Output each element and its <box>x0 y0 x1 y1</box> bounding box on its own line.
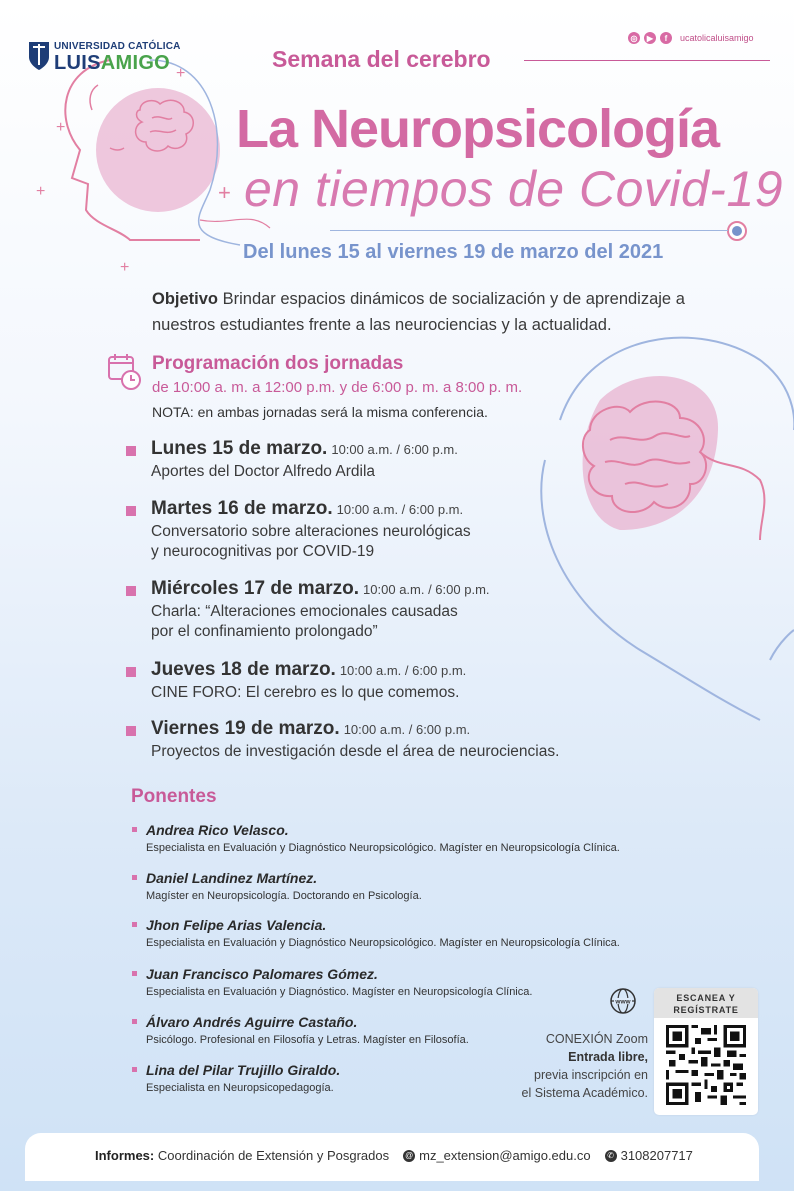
svg-text:+: + <box>120 259 130 276</box>
speaker-name: Jhon Felipe Arias Valencia. <box>146 917 327 933</box>
speaker-description: Magíster en Neuropsicología. Doctorando en Psicología. <box>146 890 422 902</box>
speaker-item <box>132 917 692 949</box>
calendar-clock-icon <box>107 352 143 392</box>
footer-email[interactable]: mz_extension@amigo.edu.co <box>419 1148 591 1163</box>
svg-text:+: + <box>36 183 46 200</box>
bullet-square <box>132 1019 137 1024</box>
svg-text:+: + <box>56 119 66 136</box>
footer-contact <box>95 1148 693 1163</box>
facebook-icon[interactable]: f <box>660 32 672 44</box>
connection-prereg: previa inscripción en <box>534 1068 648 1082</box>
objective-label: Objetivo <box>152 290 219 308</box>
day-description: CINE FORO: El cerebro es lo que comemos. <box>151 684 460 701</box>
speaker-item <box>132 870 692 902</box>
speaker-name: Andrea Rico Velasco. <box>146 822 289 838</box>
day-description: Aportes del Doctor Alfredo Ardila <box>151 463 376 480</box>
day-time: 10:00 a.m. / 6:00 p.m. <box>336 502 464 517</box>
day-name: Jueves 18 de marzo. <box>151 659 336 680</box>
qr-header-line1: ESCANEA Y <box>676 993 736 1003</box>
logo-brand-part-b: AMIGO <box>100 52 171 74</box>
globe-icon <box>609 987 637 1015</box>
schedule-day-tuesday <box>126 498 666 562</box>
svg-text:+: + <box>218 180 231 205</box>
event-kicker: Semana del cerebro <box>272 46 491 72</box>
event-dates: Del lunes 15 al viernes 19 de marzo del 2021 <box>243 241 664 263</box>
speaker-description: Especialista en Evaluación y Diagnóstico Neuropsicológico. Magíster en Neuropsicología Clínica. <box>146 937 620 949</box>
day-name: Lunes 15 de marzo. <box>151 438 328 459</box>
qr-code-icon[interactable] <box>666 1025 746 1105</box>
program-title: Programación dos jornadas <box>152 353 404 374</box>
bullet-square <box>132 827 137 832</box>
page-title: La Neuropsicología <box>236 99 720 159</box>
speaker-item <box>132 966 692 998</box>
speaker-description: Especialista en Evaluación y Diagnóstico Neuropsicológico. Magíster en Neuropsicología Clínica. <box>146 842 620 854</box>
logo-university-text: UNIVERSIDAD CATÓLICA <box>54 41 181 52</box>
svg-text:+: + <box>176 65 186 82</box>
speaker-item <box>132 822 692 854</box>
speaker-name: Álvaro Andrés Aguirre Castaño. <box>146 1014 358 1030</box>
bullet-square <box>126 506 136 516</box>
day-time: 10:00 a.m. / 6:00 p.m. <box>339 663 467 678</box>
qr-header <box>654 988 758 1018</box>
connection-platform: CONEXIÓN Zoom <box>545 1032 648 1046</box>
logo-brand-part-a: LUIS <box>54 52 101 74</box>
university-shield-icon <box>28 41 50 71</box>
program-note: NOTA: en ambas jornadas será la misma conferencia. <box>152 404 488 420</box>
connection-system: el Sistema Académico. <box>521 1086 648 1100</box>
speaker-description: Especialista en Evaluación y Diagnóstico. Magíster en Neuropsicología Clínica. <box>146 986 533 998</box>
social-handle[interactable]: ucatolicaluisamigo <box>680 33 754 43</box>
program-hours: de 10:00 a. m. a 12:00 p.m. y de 6:00 p. m. a 8:00 p. m. <box>152 379 523 396</box>
day-description: Charla: “Alteraciones emocionales causadas por el confinamiento prolongado” <box>151 603 458 640</box>
speaker-name: Lina del Pilar Trujillo Giraldo. <box>146 1062 341 1078</box>
schedule-day-monday <box>126 438 666 482</box>
footer-phone[interactable]: 3108207717 <box>620 1148 693 1163</box>
phone-icon: ✆ <box>605 1150 617 1162</box>
connection-free-entry: Entrada libre, <box>568 1050 648 1064</box>
bullet-square <box>126 667 136 677</box>
instagram-icon[interactable]: ◎ <box>628 32 640 44</box>
day-description: Conversatorio sobre alteraciones neurológicas y neurocognitivas por COVID-19 <box>151 523 471 560</box>
bullet-square <box>126 726 136 736</box>
bullet-square <box>132 875 137 880</box>
speakers-title: Ponentes <box>131 786 217 807</box>
bullet-square <box>126 586 136 596</box>
bullet-square <box>126 446 136 456</box>
email-icon: @ <box>405 1151 414 1160</box>
day-description: Proyectos de investigación desde el área de neurociencias. <box>151 743 560 760</box>
globe-label: www <box>615 998 631 1006</box>
page-subtitle: en tiempos de Covid-19 <box>244 161 784 217</box>
footer-org: Coordinación de Extensión y Posgrados <box>157 1148 390 1163</box>
schedule-day-thursday <box>126 659 666 703</box>
subtitle-divider <box>330 230 728 231</box>
bullet-square <box>132 1067 137 1072</box>
schedule-day-friday <box>126 718 686 762</box>
day-time: 10:00 a.m. / 6:00 p.m. <box>363 582 490 597</box>
footer-label: Informes: <box>95 1148 155 1163</box>
speaker-description: Psicólogo. Profesional en Filosofía y Letras. Magíster en Filosofía. <box>146 1034 469 1046</box>
qr-header-line2: REGÍSTRATE <box>673 1005 739 1015</box>
youtube-icon[interactable]: ▶ <box>644 32 656 44</box>
speaker-name: Daniel Landinez Martínez. <box>146 870 318 886</box>
speaker-description: Especialista en Neuropsicopedagogía. <box>146 1082 334 1094</box>
day-name: Miércoles 17 de marzo. <box>151 578 360 599</box>
bullet-square <box>132 971 137 976</box>
speaker-name: Juan Francisco Palomares Gómez. <box>146 966 378 982</box>
day-time: 10:00 a.m. / 6:00 p.m. <box>343 722 471 737</box>
objective-block <box>152 286 732 338</box>
logo-brand <box>54 52 170 75</box>
day-time: 10:00 a.m. / 6:00 p.m. <box>331 442 458 457</box>
day-name: Martes 16 de marzo. <box>151 498 333 519</box>
schedule-day-wednesday <box>126 578 666 642</box>
bullet-square <box>132 922 137 927</box>
connection-info <box>500 1030 648 1102</box>
kicker-divider <box>524 60 770 61</box>
day-name: Viernes 19 de marzo. <box>151 718 340 739</box>
objective-text: Brindar espacios dinámicos de socialización y de aprendizaje a nuestros estudiantes frente a las neurociencias y la actualidad. <box>152 290 685 334</box>
footer-bar <box>25 1133 759 1181</box>
social-links <box>628 32 754 44</box>
qr-card[interactable] <box>654 988 758 1115</box>
